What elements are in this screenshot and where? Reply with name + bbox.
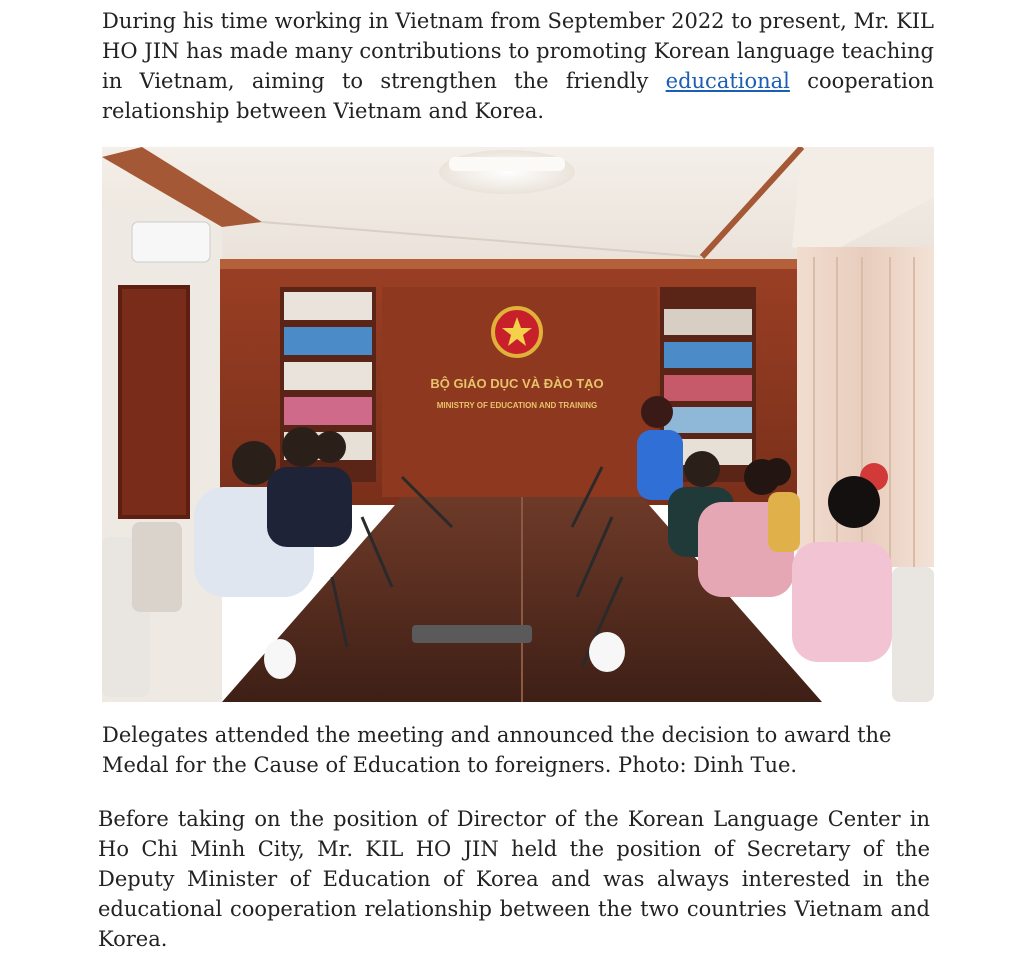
paragraph-1-text-after: cooperation relationship between Vietnam and Korea. [102,69,934,123]
wall-sign-vietnamese: BỘ GIÁO DỤC VÀ ĐÀO TẠO [430,376,604,391]
meeting-room-photo [102,147,934,702]
article-paragraph-1 [102,6,934,126]
paragraph-1-text-before: During his time working in Vietnam from September 2022 to present, Mr. KIL HO JIN has made many contributions to promoting Korean language teaching in Vietnam, aiming to strengthen the friendly [102,9,934,93]
national-emblem [493,308,541,356]
photo-caption: Delegates attended the meeting and announced the decision to award the Medal for the Cause of Education to foreigners. Photo: Dinh Tue. [102,723,892,777]
educational-link[interactable]: educational [665,69,790,93]
wall-sign-english: MINISTRY OF EDUCATION AND TRAINING [436,401,598,410]
article-paragraph-2: Before taking on the position of Director of the Korean Language Center in Ho Chi Minh City, Mr. KIL HO JIN held the position of Secretary of the Deputy Minister of Education of Korea and was always interested in the educational cooperation relationship between the two countries Vietnam and Korea. [98,807,930,951]
